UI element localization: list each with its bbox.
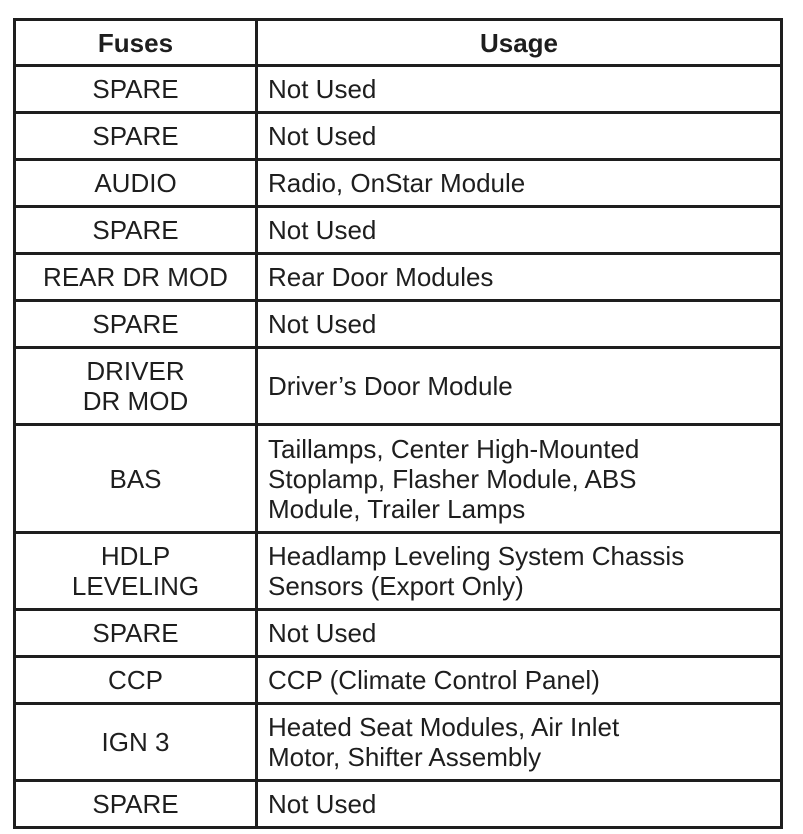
fuse-usage-table: [13, 18, 783, 829]
usage-cell: [257, 301, 782, 348]
usage-text: Not Used: [268, 309, 377, 339]
fuse-name: SPARE: [92, 789, 179, 819]
header-row: [15, 20, 782, 66]
table-row: [15, 113, 782, 160]
fuse-cell: [15, 657, 257, 704]
usage-text: Not Used: [268, 121, 377, 151]
table-row: [15, 160, 782, 207]
usage-cell: [257, 425, 782, 533]
usage-cell: [257, 657, 782, 704]
usage-text: Not Used: [268, 618, 377, 648]
table-row: [15, 348, 782, 425]
usage-text: Rear Door Modules: [268, 262, 494, 292]
usage-text: Not Used: [268, 74, 377, 104]
fuse-name: IGN 3: [101, 727, 170, 757]
fuse-cell: [15, 610, 257, 657]
usage-cell: [257, 66, 782, 113]
table-row: [15, 704, 782, 781]
fuse-cell: [15, 66, 257, 113]
usage-text-line: Taillamps, Center High-Mounted: [268, 433, 640, 464]
fuse-cell: [15, 254, 257, 301]
usage-text: Not Used: [268, 789, 377, 819]
usage-text-line: Heated Seat Modules, Air Inlet: [268, 712, 620, 742]
usage-text-line: Stoplamp, Flasher Module, ABS: [268, 463, 637, 494]
table-row: [15, 66, 782, 113]
usage-cell: [257, 781, 782, 828]
table-row: [15, 301, 782, 348]
usage-text: Radio, OnStar Module: [268, 168, 526, 198]
usage-cell: [257, 348, 782, 425]
usage-text: Driver’s Door Module: [268, 371, 513, 401]
fuse-cell: [15, 533, 257, 610]
usage-text: CCP (Climate Control Panel): [268, 665, 600, 695]
fuse-name-line: DRIVER: [86, 356, 185, 386]
usage-cell: [257, 610, 782, 657]
fuse-cell: [15, 425, 257, 533]
table-row: [15, 425, 782, 533]
fuse-name: SPARE: [92, 215, 179, 245]
table-row: [15, 781, 782, 828]
fuse-cell: [15, 160, 257, 207]
fuse-cell: [15, 113, 257, 160]
fuse-cell: [15, 207, 257, 254]
header-fuses: Fuses: [15, 20, 257, 66]
table-row: [15, 657, 782, 704]
fuse-name-line: HDLP: [100, 541, 171, 571]
fuse-name: AUDIO: [94, 168, 177, 198]
usage-cell: [257, 207, 782, 254]
fuse-cell: [15, 704, 257, 781]
fuse-name: SPARE: [92, 74, 179, 104]
fuse-name: REAR DR MOD: [43, 262, 228, 292]
usage-cell: [257, 704, 782, 781]
usage-text-line: Module, Trailer Lamps: [268, 493, 526, 524]
fuse-cell: [15, 348, 257, 425]
fuse-name-line: DR MOD: [82, 386, 189, 416]
usage-text: Not Used: [268, 215, 377, 245]
usage-text-line: Sensors (Export Only): [268, 571, 524, 601]
fuse-name: SPARE: [92, 309, 179, 339]
usage-text-line: Headlamp Leveling System Chassis: [268, 541, 685, 571]
table-row: [15, 610, 782, 657]
fuse-name-line: LEVELING: [71, 571, 200, 601]
fuse-name: CCP: [108, 665, 163, 695]
fuse-cell: [15, 781, 257, 828]
usage-cell: [257, 160, 782, 207]
header-usage: Usage: [257, 20, 782, 66]
fuse-name: SPARE: [92, 121, 179, 151]
fuse-cell: [15, 301, 257, 348]
fuse-name: SPARE: [92, 618, 179, 648]
usage-text-line: Motor, Shifter Assembly: [268, 742, 542, 772]
fuse-name: BAS: [109, 463, 162, 494]
usage-cell: [257, 113, 782, 160]
table-row: [15, 533, 782, 610]
usage-cell: [257, 533, 782, 610]
usage-cell: [257, 254, 782, 301]
table-row: [15, 254, 782, 301]
table-row: [15, 207, 782, 254]
